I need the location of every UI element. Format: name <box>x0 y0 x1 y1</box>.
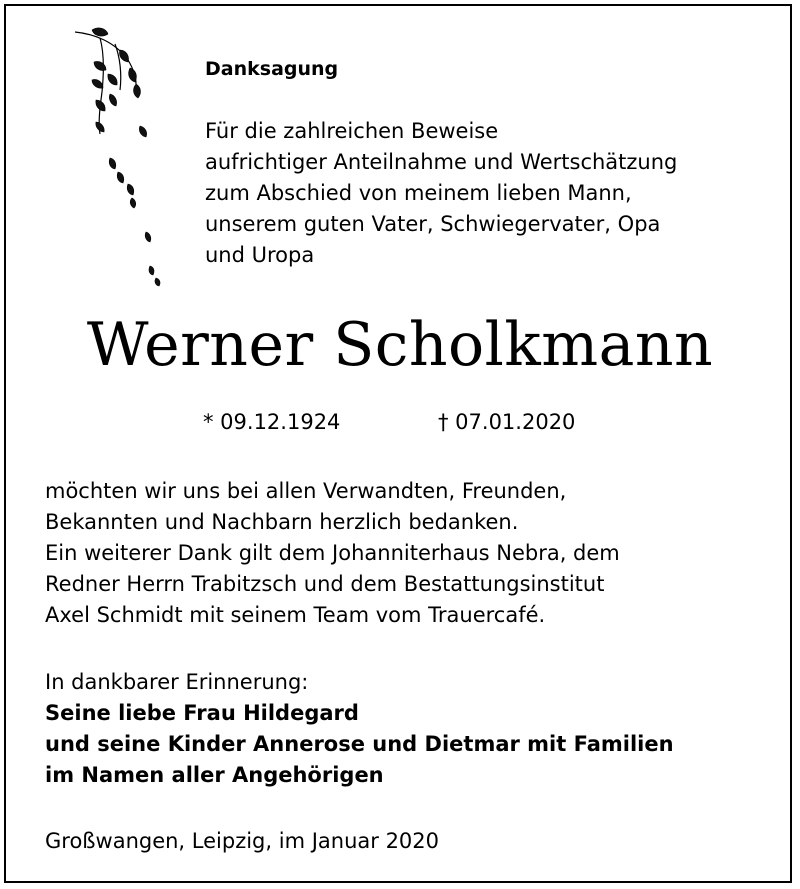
death-date: † 07.01.2020 <box>438 410 576 434</box>
closing-block <box>45 667 785 791</box>
thanks-line: Bekannten und Nachbarn herzlich bedanken. <box>45 510 519 534</box>
thanks-text <box>45 476 785 631</box>
deceased-name: Werner Scholkmann <box>86 310 714 380</box>
intro-line: unserem guten Vater, Schwiegervater, Opa <box>205 212 661 236</box>
intro-line: aufrichtiger Anteilnahme und Wertschätzung <box>205 150 678 174</box>
mourner-line: Seine liebe Frau Hildegard <box>45 701 359 725</box>
thanks-line: Ein weiterer Dank gilt dem Johanniterhaus Nebra, dem <box>45 541 620 565</box>
intro-text <box>205 116 785 271</box>
closing-intro: In dankbarer Erinnerung: <box>45 670 309 694</box>
thanks-line: Axel Schmidt mit seinem Team vom Trauercafé. <box>45 603 546 627</box>
mourner-line: im Namen aller Angehörigen <box>45 763 384 787</box>
heading: Danksagung <box>205 58 339 80</box>
place-date: Großwangen, Leipzig, im Januar 2020 <box>45 829 440 853</box>
intro-line: zum Abschied von meinem lieben Mann, <box>205 181 632 205</box>
birth-date: * 09.12.1924 <box>203 410 341 434</box>
birch-branch-icon <box>70 22 180 302</box>
thanks-line: Redner Herrn Trabitzsch und dem Bestattungsinstitut <box>45 572 605 596</box>
intro-line: Für die zahlreichen Beweise <box>205 119 499 143</box>
intro-line: und Uropa <box>205 243 315 267</box>
thanks-line: möchten wir uns bei allen Verwandten, Freunden, <box>45 479 567 503</box>
mourner-line: und seine Kinder Annerose und Dietmar mit Familien <box>45 732 674 756</box>
